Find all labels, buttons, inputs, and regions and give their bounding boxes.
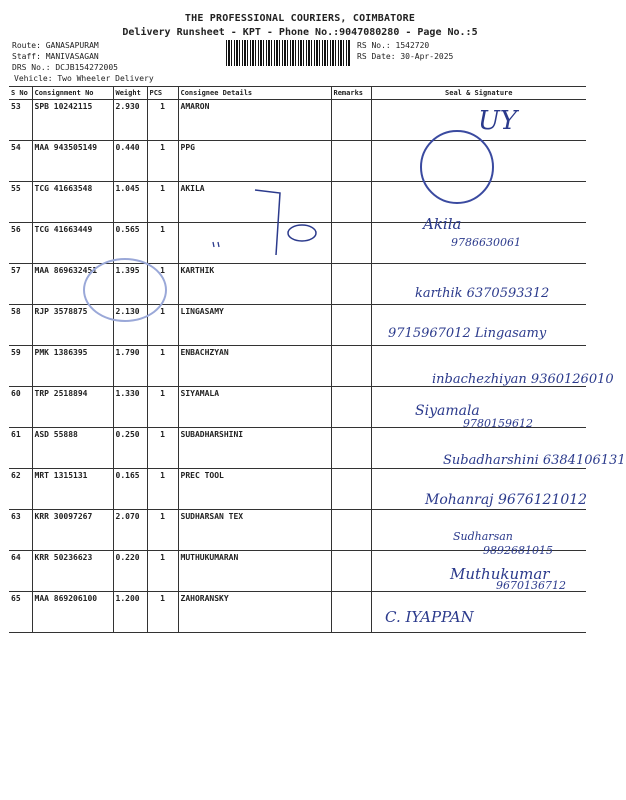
signature-59: inbachezhiyan 9360126010 xyxy=(432,372,614,387)
rs-date: RS Date: 30-Apr-2025 xyxy=(357,52,454,61)
cell-consignment: MAA 869206100 xyxy=(32,592,113,633)
signature-53: UY xyxy=(478,106,518,136)
cell-consignee: SUDHARSAN TEX xyxy=(178,510,331,551)
cell-pcs: 1 xyxy=(147,510,178,551)
cell-consignment: TRP 2518894 xyxy=(32,387,113,428)
cell-sno: 61 xyxy=(9,428,32,469)
cell-consignment: MAA 943505149 xyxy=(32,141,113,182)
cell-sno: 54 xyxy=(9,141,32,182)
cell-pcs: 1 xyxy=(147,346,178,387)
cell-pcs: 1 xyxy=(147,428,178,469)
cell-remarks xyxy=(331,592,371,633)
cell-weight: 0.220 xyxy=(113,551,147,592)
cell-weight: 1.330 xyxy=(113,387,147,428)
cell-remarks xyxy=(331,387,371,428)
cell-remarks xyxy=(331,223,371,264)
cell-pcs: 1 xyxy=(147,141,178,182)
cell-weight: 0.565 xyxy=(113,223,147,264)
cell-consignment: TCG 41663548 xyxy=(32,182,113,223)
cell-remarks xyxy=(331,182,371,223)
cell-consignee: PREC TOOL xyxy=(178,469,331,510)
cell-pcs: 1 xyxy=(147,182,178,223)
cell-consignee: ENBACHZYAN xyxy=(178,346,331,387)
cell-weight: 0.165 xyxy=(113,469,147,510)
signature-64-phone: 9670136712 xyxy=(496,579,566,592)
seal-stamp-faint xyxy=(83,258,167,322)
col-remarks: Remarks xyxy=(331,87,371,100)
cell-consignee: PPG xyxy=(178,141,331,182)
cell-sno: 56 xyxy=(9,223,32,264)
cell-consignment: TCG 41663449 xyxy=(32,223,113,264)
signature-55-name: Akila xyxy=(423,215,462,233)
signature-61: Subadharshini 6384106131 xyxy=(443,453,626,468)
signature-58: 9715967012 Lingasamy xyxy=(388,326,547,341)
cell-consignment: RJP 3578875 xyxy=(32,305,113,346)
signature-62: Mohanraj 9676121012 xyxy=(425,492,588,508)
cell-consignee: ZAHORANSKY xyxy=(178,592,331,633)
cell-sno: 63 xyxy=(9,510,32,551)
cell-pcs: 1 xyxy=(147,223,178,264)
cell-remarks xyxy=(331,264,371,305)
cell-consignee: LINGASAMY xyxy=(178,305,331,346)
table-row xyxy=(9,592,586,633)
route-label: Route: GANASAPURAM xyxy=(12,41,99,50)
cell-weight: 1.045 xyxy=(113,182,147,223)
cell-weight: 2.930 xyxy=(113,100,147,141)
signature-63-phone: 9892681015 xyxy=(483,544,553,557)
runsheet-title: THE PROFESSIONAL COURIERS, COIMBATORE xyxy=(184,13,416,24)
col-sno: S No xyxy=(9,87,32,100)
cell-remarks xyxy=(331,510,371,551)
col-weight: Weight xyxy=(113,87,147,100)
cell-weight: 1.790 xyxy=(113,346,147,387)
cell-weight: 0.250 xyxy=(113,428,147,469)
cell-consignment: KRR 30097267 xyxy=(32,510,113,551)
cell-weight: 1.395 xyxy=(113,264,147,305)
barcode-image xyxy=(226,40,351,66)
cell-consignee: SUBADHARSHINI xyxy=(178,428,331,469)
cell-remarks xyxy=(331,469,371,510)
cell-consignment: KRR 50236623 xyxy=(32,551,113,592)
cell-sno: 59 xyxy=(9,346,32,387)
cell-consignee: SIYAMALA xyxy=(178,387,331,428)
cell-consignment: MAA 869632451 xyxy=(32,264,113,305)
signature-60-phone: 9780159612 xyxy=(463,417,533,430)
cell-pcs: 1 xyxy=(147,100,178,141)
cell-weight: 0.440 xyxy=(113,141,147,182)
cell-remarks xyxy=(331,346,371,387)
cell-pcs: 1 xyxy=(147,387,178,428)
cell-pcs: 1 xyxy=(147,264,178,305)
cell-weight: 2.070 xyxy=(113,510,147,551)
cell-sno: 62 xyxy=(9,469,32,510)
col-signature: Seal & Signature xyxy=(371,87,586,100)
cell-sno: 64 xyxy=(9,551,32,592)
cell-pcs: 1 xyxy=(147,469,178,510)
table-header-row xyxy=(9,87,586,100)
cell-consignment: SPB 10242115 xyxy=(32,100,113,141)
cell-sno: 55 xyxy=(9,182,32,223)
cell-sno: 60 xyxy=(9,387,32,428)
cell-sno: 65 xyxy=(9,592,32,633)
signature-55-phone: 9786630061 xyxy=(451,236,521,249)
seal-stamp-ppg xyxy=(420,130,494,204)
staff-label: Staff: MANIVASAGAN xyxy=(12,52,99,61)
col-consignment: Consignment No xyxy=(32,87,113,100)
cell-pcs: 1 xyxy=(147,551,178,592)
cell-remarks xyxy=(331,428,371,469)
cell-remarks xyxy=(331,100,371,141)
vehicle-label: Vehicle: Two Wheeler Delivery xyxy=(14,74,154,83)
pen-scribble xyxy=(210,185,320,265)
col-pcs: PCS xyxy=(147,87,178,100)
cell-sno: 57 xyxy=(9,264,32,305)
cell-weight: 2.130 xyxy=(113,305,147,346)
cell-pcs: 1 xyxy=(147,305,178,346)
cell-remarks xyxy=(331,141,371,182)
cell-remarks xyxy=(331,305,371,346)
signature-60: Siyamala xyxy=(415,403,480,419)
signature-63: Sudharsan xyxy=(453,530,513,543)
col-consignee: Consignee Details xyxy=(178,87,331,100)
cell-consignment: ASD 55888 xyxy=(32,428,113,469)
signature-57: karthik 6370593312 xyxy=(415,286,550,301)
runsheet-subtitle: Delivery Runsheet - KPT - Phone No.:9047080280 - Page No.:5 xyxy=(122,27,478,38)
cell-remarks xyxy=(331,551,371,592)
signature-65: C. IYAPPAN xyxy=(385,608,474,626)
cell-consignment: PMK 1386395 xyxy=(32,346,113,387)
cell-weight: 1.200 xyxy=(113,592,147,633)
cell-consignee: AMARON xyxy=(178,100,331,141)
drs-number: DRS No.: DCJB154272005 xyxy=(12,63,118,72)
table-row xyxy=(9,141,586,182)
cell-consignment: MRT 1315131 xyxy=(32,469,113,510)
cell-pcs: 1 xyxy=(147,592,178,633)
cell-consignee: KARTHIK xyxy=(178,264,331,305)
rs-number: RS No.: 1542720 xyxy=(357,41,430,50)
cell-sno: 58 xyxy=(9,305,32,346)
cell-sno: 53 xyxy=(9,100,32,141)
signature-64: Muthukumar xyxy=(450,565,550,583)
cell-consignee: AKILA xyxy=(178,182,331,223)
cell-consignee: MUTHUKUMARAN xyxy=(178,551,331,592)
